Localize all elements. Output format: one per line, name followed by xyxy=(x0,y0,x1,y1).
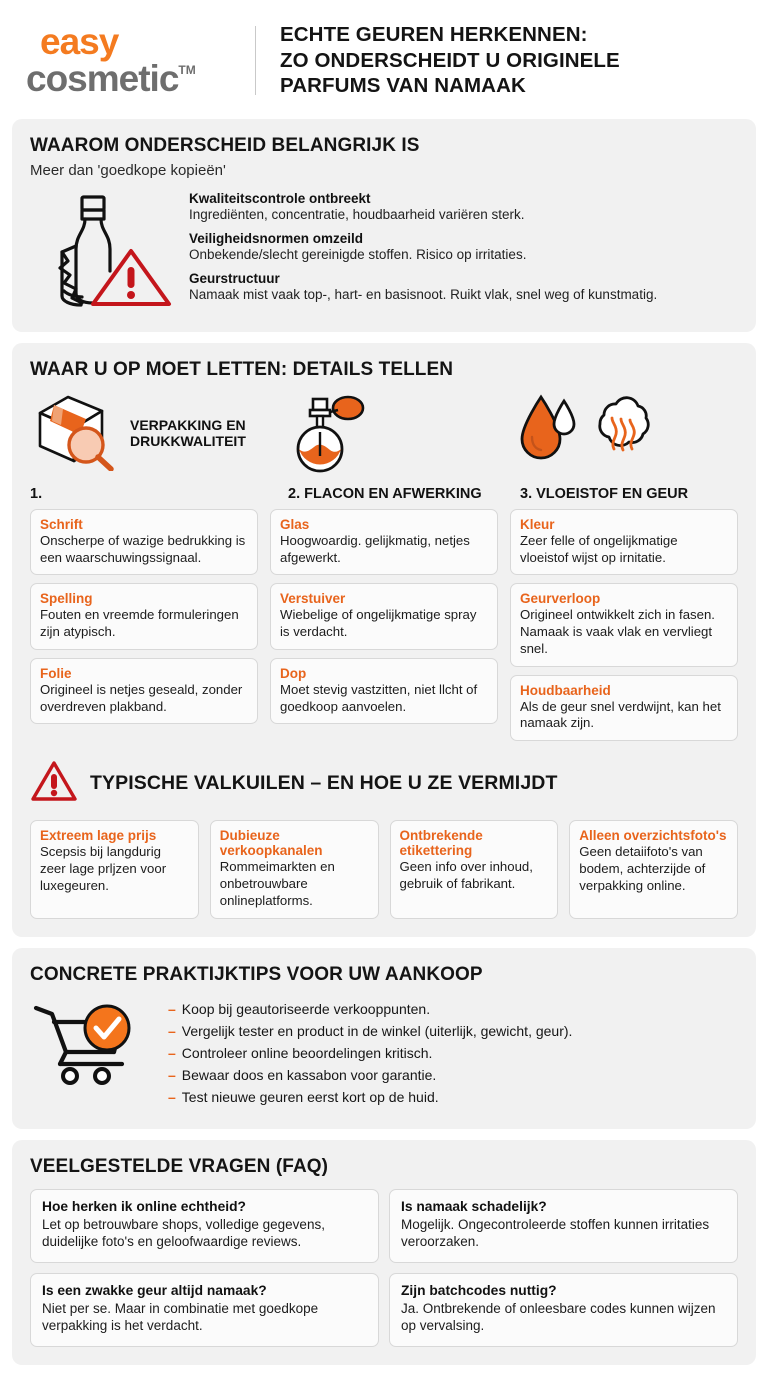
section-faq-title: VEELGESTELDE VRAGEN (FAQ) xyxy=(30,1155,329,1177)
pitfall-card-text: Rommeimarkten en onbetrouwbare onlineplatforms. xyxy=(219,859,335,908)
detail-card-title: Geurverloop xyxy=(520,591,601,607)
tip-item xyxy=(168,1045,738,1061)
detail-card-text: Moet stevig vastzitten, niet llcht of goedkoop aanvoelen. xyxy=(280,681,478,714)
pitfall-card-text: Scepsis bij langdurig zeer lage prljzen voor luxegeuren. xyxy=(40,844,167,893)
tip-text: Vergelijk tester en product in de winkel (uiterlijk, gewicht, geur). xyxy=(181,1022,573,1039)
why-reason-text: Ingrediënten, concentratie, houdbaarheid variëren sterk. xyxy=(189,206,525,222)
detail-card-text: Als de geur snel verdwijnt, kan het namaak zijn. xyxy=(520,698,721,731)
tip-item xyxy=(168,1067,738,1083)
faq-card xyxy=(389,1189,738,1263)
logo-text-cosmetic: cosmetic xyxy=(26,58,179,100)
pitfall-card-text: Geen detaiifoto's van bodem, achterzijde of verpakking online. xyxy=(579,844,706,893)
faq-card xyxy=(30,1189,379,1263)
tip-text: Bewaar doos en kassabon voor garantie. xyxy=(181,1066,437,1083)
faq-answer: Ja. Ontbrekende of onleesbare codes kunnen wijzen op vervalsing. xyxy=(401,1300,716,1334)
scent-cloud-icon xyxy=(586,391,656,474)
warning-triangle-icon xyxy=(30,759,78,808)
detail-card-text: Wiebelige of ongelijkmatige spray is verdacht. xyxy=(280,607,477,640)
tips-list xyxy=(168,998,738,1111)
faq-answer: Mogelijk. Ongecontroleerde stoffen kunnen irritaties veroorzaken. xyxy=(401,1216,710,1250)
section-details xyxy=(12,343,756,937)
page-title-line-2: ZO ONDERSCHEIDT U ORIGINELE xyxy=(280,48,620,72)
shopping-cart-check-icon xyxy=(30,998,150,1091)
faq-answer: Niet per se. Maar in combinatie met goedkope verpakking is het verdacht. xyxy=(42,1300,319,1334)
tip-item xyxy=(168,1001,738,1017)
tip-item xyxy=(168,1023,738,1039)
why-reason-text: Namaak mist vaak top-, hart- en basisnoot. Ruikt vlak, snel weg of kunstmatig. xyxy=(189,286,658,302)
why-reason-heading: Kwaliteitscontrole ontbreekt xyxy=(189,190,371,206)
detail-card xyxy=(510,583,738,666)
pitfall-card xyxy=(390,820,559,918)
detail-card xyxy=(270,658,498,725)
why-reason-heading: Veiligheidsnormen omzeild xyxy=(189,230,364,246)
section-details-title: WAAR U OP MOET LETTEN: DETAILS TELLEN xyxy=(30,358,454,380)
details-column-headings xyxy=(30,486,738,502)
section-why-title: WAAROM ONDERSCHEID BELANGRIJK IS xyxy=(30,134,420,156)
why-reason-list xyxy=(189,189,738,302)
faq-question: Hoe herken ik online echtheid? xyxy=(42,1198,246,1214)
section-faq xyxy=(12,1140,756,1365)
brand-logo xyxy=(26,21,231,100)
tip-text: Controleer online beoordelingen kritisch. xyxy=(181,1044,433,1061)
details-column-3 xyxy=(510,509,738,741)
detail-card-text: Fouten en vreemde formuleringen zijn atypisch. xyxy=(40,607,239,640)
pitfall-card-title: Dubieuze verkoopkanalen xyxy=(219,828,323,859)
pitfall-card-title: Ontbrekende etikettering xyxy=(399,828,483,859)
faq-card xyxy=(389,1273,738,1347)
detail-card-title: Folie xyxy=(40,665,72,681)
detail-card-title: Schrift xyxy=(40,516,83,532)
faq-question: Is namaak schadelijk? xyxy=(401,1198,547,1214)
detail-card-title: Dop xyxy=(280,665,307,681)
detail-card-text: Zeer felle of ongelijkmatige vloeistof wijst op irnitatie. xyxy=(520,532,678,565)
header-divider xyxy=(255,26,256,95)
details-icon-row xyxy=(30,391,738,478)
details-column-2 xyxy=(270,509,498,741)
detail-card-title: Kleur xyxy=(520,516,555,532)
detail-card-text: Origineel is netjes geseald, zonder overdreven plakband. xyxy=(40,681,243,714)
detail-card-title: Glas xyxy=(280,516,310,532)
column-heading-2: 2. FLACON EN AFWERKING xyxy=(288,485,482,502)
column-heading-1: 1. xyxy=(30,485,43,502)
detail-card xyxy=(510,509,738,576)
pitfall-cards xyxy=(30,820,738,918)
detail-card-text: Onscherpe of wazige bedrukking is een waarschuwingssignaal. xyxy=(40,532,246,565)
pitfall-card xyxy=(30,820,199,918)
detail-card-title: Verstuiver xyxy=(280,591,346,607)
detail-card-text: Origineel ontwikkelt zich in fasen. Namaak is vaak vlak en vervliegt snel. xyxy=(520,607,715,656)
detail-card-text: Hoogwoardig. gelijkmatig, netjes afgewerkt. xyxy=(280,532,470,565)
logo-text-easy: easy xyxy=(40,21,119,63)
faq-card xyxy=(30,1273,379,1347)
section-pitfalls-title: TYPISCHE VALKUILEN – EN HOE U ZE VERMIJDT xyxy=(90,772,558,795)
section-why-distinction xyxy=(12,119,756,332)
pitfall-card-text: Geen info over inhoud, gebruik of fabrikant. xyxy=(399,859,533,891)
tip-text: Koop bij geautoriseerde verkooppunten. xyxy=(181,1000,431,1017)
section-tips-title: CONCRETE PRAKTIJKTIPS VOOR UW AANKOOP xyxy=(30,963,483,985)
packaging-quality-label: VERPAKKING EN DRUKKWALITEIT xyxy=(130,417,246,450)
section-pitfalls xyxy=(30,759,738,918)
page-title-line-3: PARFUMS VAN NAMAAK xyxy=(280,74,526,98)
liquid-drop-icon xyxy=(520,391,578,474)
detail-card xyxy=(510,675,738,742)
column-heading-3: 3. VLOEISTOF EN GEUR xyxy=(520,485,689,502)
detail-card xyxy=(270,509,498,576)
tip-text: Test nieuwe geuren eerst kort op de huid. xyxy=(181,1088,439,1105)
tip-dash-marker: – xyxy=(168,1022,176,1039)
section-why-subtitle: Meer dan 'goedkope kopieën' xyxy=(30,161,226,179)
why-reason-item xyxy=(189,271,738,302)
detail-card xyxy=(270,583,498,650)
faq-grid xyxy=(30,1189,738,1347)
why-reason-heading: Geurstructuur xyxy=(189,270,280,286)
pitfall-card-title: Alleen overzichtsfoto's xyxy=(579,828,727,844)
why-reason-item xyxy=(189,231,738,262)
pitfall-card xyxy=(210,820,379,918)
why-reason-item xyxy=(189,191,738,222)
perfume-bottle-icon xyxy=(288,391,366,478)
broken-bottle-warning-icon xyxy=(30,189,175,314)
why-reason-text: Onbekende/slecht gereinigde stoffen. Risico op irritaties. xyxy=(189,246,527,262)
page-title-line-1: ECHTE GEUREN HERKENNEN: xyxy=(280,23,588,46)
faq-question: Is een zwakke geur altijd namaak? xyxy=(42,1282,267,1298)
detail-card xyxy=(30,658,258,725)
page-header xyxy=(12,0,756,119)
faq-answer: Let op betrouwbare shops, volledige gegevens, duidelijke foto's en geloofwaardige reviews. xyxy=(42,1216,325,1250)
package-magnifier-icon xyxy=(30,391,122,476)
detail-card xyxy=(30,583,258,650)
pitfall-card-title: Extreem lage prijs xyxy=(40,828,157,844)
pitfall-card xyxy=(569,820,738,918)
details-column-1 xyxy=(30,509,258,741)
tip-dash-marker: – xyxy=(168,1088,176,1105)
section-tips xyxy=(12,948,756,1129)
trademark-icon: TM xyxy=(178,63,196,78)
tip-dash-marker: – xyxy=(168,1044,176,1061)
detail-card xyxy=(30,509,258,576)
detail-card-title: Houdbaarheid xyxy=(520,682,611,698)
detail-card-title: Spelling xyxy=(40,591,93,607)
tip-dash-marker: – xyxy=(168,1066,176,1083)
tip-item xyxy=(168,1089,738,1105)
page-title xyxy=(280,22,620,99)
details-cards-grid xyxy=(30,509,738,741)
tip-dash-marker: – xyxy=(168,1000,176,1017)
faq-question: Zijn batchcodes nuttig? xyxy=(401,1282,557,1298)
